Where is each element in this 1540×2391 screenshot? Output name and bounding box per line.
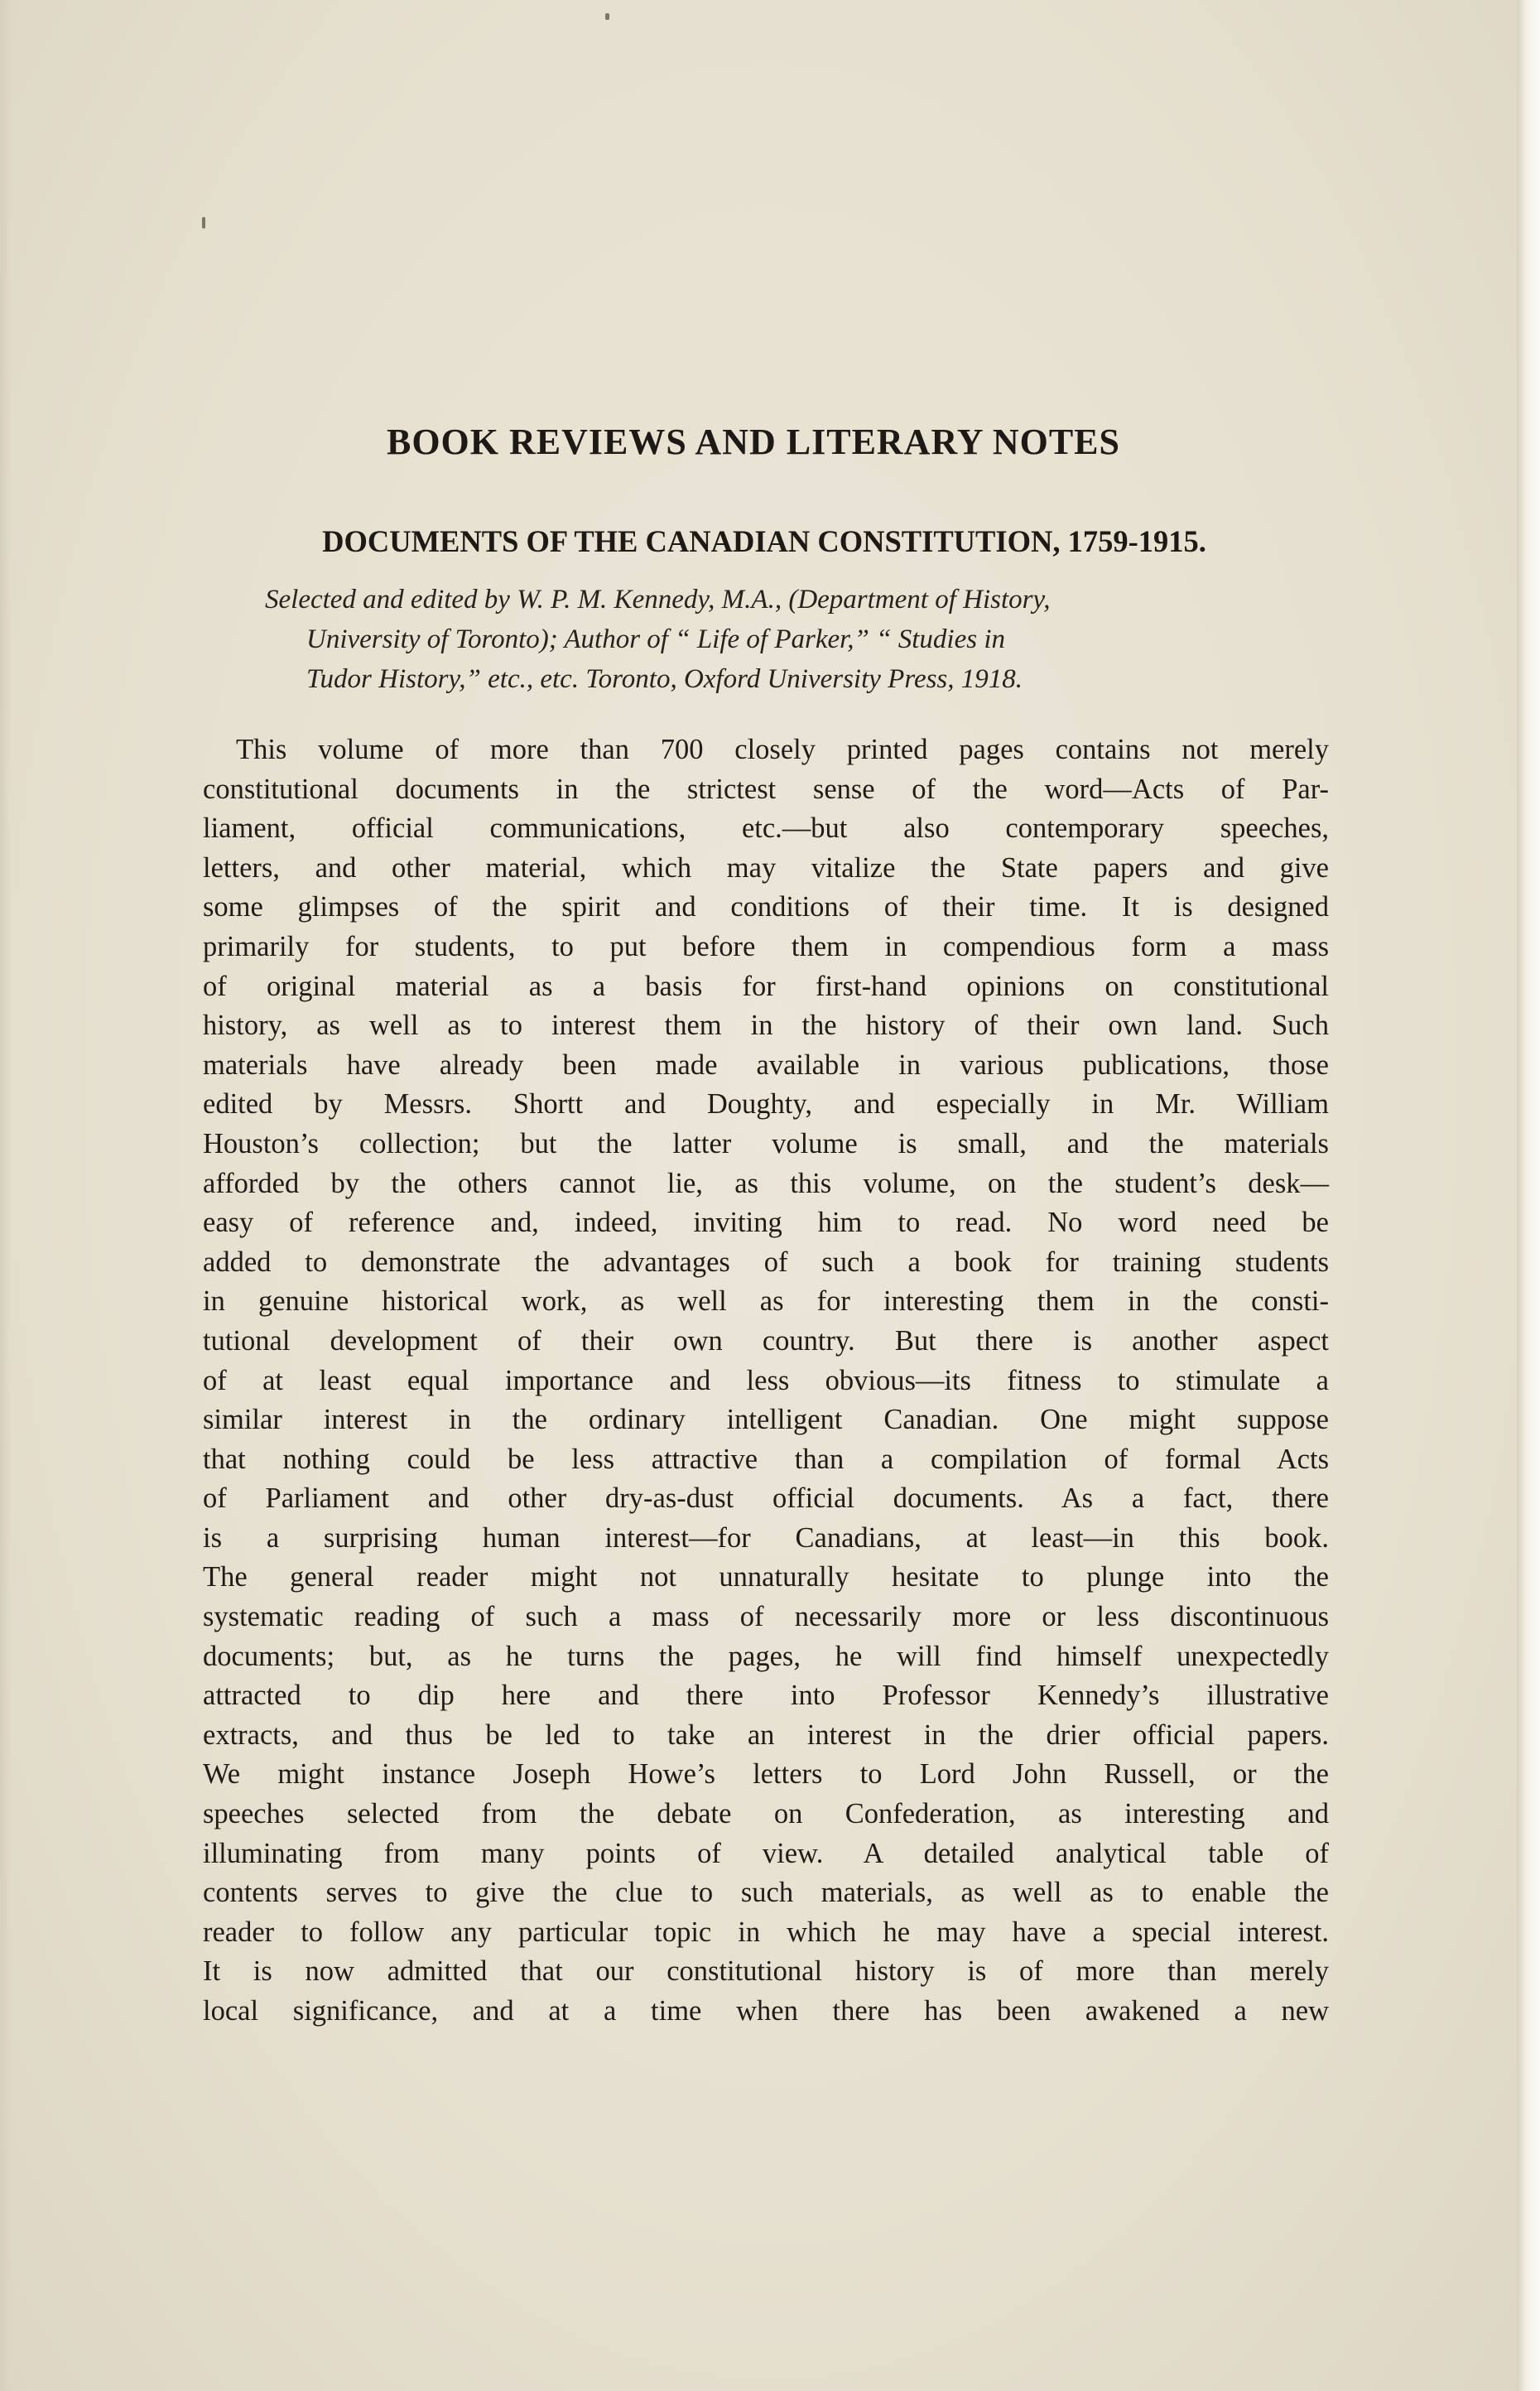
body-line: afforded by the others cannot lie, as this volume, on the student’s desk— — [203, 1167, 1329, 1199]
review-body — [203, 730, 1329, 2032]
body-line: tutional development of their own country. But there is another aspect — [203, 1324, 1329, 1357]
body-line: is a surprising human interest—for Canadians, at least—in this book. — [203, 1521, 1329, 1554]
body-line: of at least equal importance and less obvious—its fitness to stimulate a — [203, 1364, 1329, 1396]
body-line: Houston’s collection; but the latter volume is small, and the materials — [203, 1127, 1329, 1159]
body-line: systematic reading of such a mass of necessarily more or less discontinuous — [203, 1601, 1329, 1633]
body-line: extracts, and thus be led to take an interest in the drier official papers. — [203, 1719, 1329, 1751]
body-line: in genuine historical work, as well as for interesting them in the consti- — [203, 1285, 1329, 1318]
page-left-shadow — [0, 0, 12, 2391]
body-line: materials have already been made available in various publications, those — [203, 1048, 1329, 1081]
body-line: of original material as a basis for first-hand opinions on constitutional — [203, 970, 1329, 1002]
body-line: easy of reference and, indeed, inviting him to read. No word need be — [203, 1207, 1329, 1239]
body-line: It is now admitted that our constitutional history is of more than merely — [203, 1955, 1329, 1988]
body-line: We might instance Joseph Howe’s letters to Lord John Russell, or the — [203, 1758, 1329, 1791]
page-heading: BOOK REVIEWS AND LITERARY NOTES — [386, 422, 1120, 462]
body-line: illuminating from many points of view. A detailed analytical table of — [203, 1837, 1329, 1869]
body-line: some glimpses of the spirit and conditions of their time. It is designed — [203, 891, 1329, 923]
body-line: similar interest in the ordinary intelligent Canadian. One might suppose — [203, 1404, 1329, 1436]
paper-speck — [605, 13, 609, 20]
body-line: attracted to dip here and there into Professor Kennedy’s illustrative — [203, 1680, 1329, 1712]
body-line: This volume of more than 700 closely printed pages contains not merely — [236, 734, 1329, 765]
body-line: history, as well as to interest them in the history of their own land. Such — [203, 1010, 1329, 1042]
body-line: documents; but, as he turns the pages, he will find himself unexpectedly — [203, 1640, 1329, 1672]
body-line: letters, and other material, which may vitalize the State papers and give — [203, 851, 1329, 884]
body-line: primarily for students, to put before them in compendious form a mass — [203, 930, 1329, 962]
credit-line: University of Toronto); Author of “ Life of Parker,” “ Studies in — [306, 624, 1005, 654]
body-line: that nothing could be less attractive than a compilation of formal Acts — [203, 1443, 1329, 1475]
body-line: added to demonstrate the advantages of such a book for training students — [203, 1246, 1329, 1278]
page-right-edge — [1517, 0, 1540, 2391]
body-line: edited by Messrs. Shortt and Doughty, and especially in Mr. William — [203, 1088, 1329, 1121]
credit-line: Tudor History,” etc., etc. Toronto, Oxford University Press, 1918. — [306, 664, 1023, 694]
review-credit — [265, 580, 1329, 699]
body-line: speeches selected from the debate on Confederation, as interesting and — [203, 1798, 1329, 1830]
body-line: constitutional documents in the strictest sense of the word—Acts of Par- — [203, 773, 1329, 805]
body-line: liament, official communications, etc.—but also contemporary speeches, — [203, 812, 1329, 845]
review-title: DOCUMENTS OF THE CANADIAN CONSTITUTION, 1759-1915. — [322, 524, 1206, 558]
body-line: reader to follow any particular topic in which he may have a special interest. — [203, 1916, 1329, 1948]
body-line: of Parliament and other dry-as-dust official documents. As a fact, there — [203, 1482, 1329, 1515]
paper-speck — [202, 217, 205, 229]
body-line: contents serves to give the clue to such materials, as well as to enable the — [203, 1877, 1329, 1909]
body-line: local significance, and at a time when there has been awakened a new — [203, 1995, 1329, 2027]
credit-line: Selected and edited by W. P. M. Kennedy, M.A., (Department of History, — [265, 585, 1051, 615]
body-line: The general reader might not unnaturally hesitate to plunge into the — [203, 1561, 1329, 1593]
